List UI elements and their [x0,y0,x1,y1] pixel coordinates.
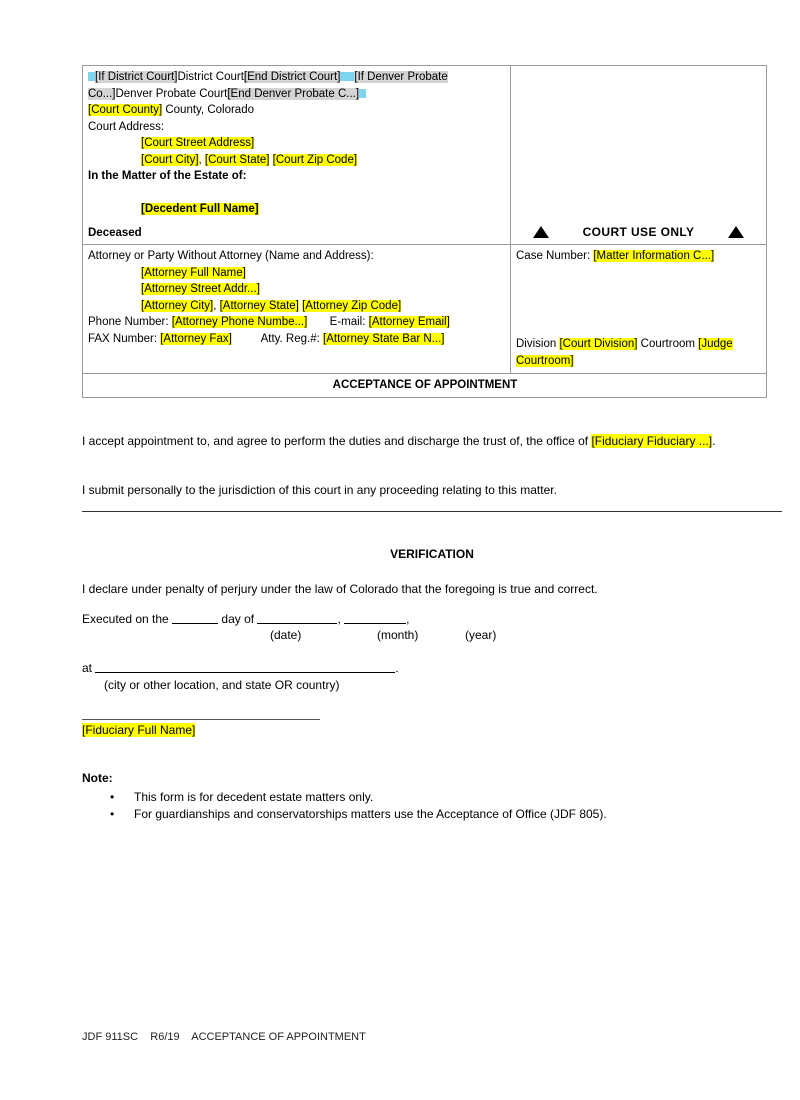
attorney-street-line [88,281,506,298]
attorney-fax-reg-line [88,331,506,348]
month-sublabel: (month) [377,628,419,642]
page-footer: JDF 911SC R6/19 ACCEPTANCE OF APPOINTMENT [82,1031,366,1043]
triangle-left-icon [533,226,549,238]
fiduciary-full-name-field[interactable]: [Fiduciary Full Name] [82,723,196,737]
executed-prefix-label: Executed on the [82,612,173,626]
note-item-text: For guardianships and conservatorships matters use the Acceptance of Office (JDF 805). [134,807,607,821]
caption-row-title [83,374,767,398]
caption-row-attorney [83,245,767,374]
note-list [82,789,782,823]
executed-on-line [82,611,409,628]
comma-3: , [337,612,345,626]
case-number-label: Case Number: [516,250,594,262]
estate-matter-label: In the Matter of the Estate of: [88,170,247,182]
decedent-name-line [141,201,506,218]
attorney-zip-field[interactable]: [Attorney Zip Code] [302,299,402,312]
location-sublabel: (city or other location, and state OR country) [104,678,340,692]
phone-label: Phone Number: [88,316,172,328]
county-suffix-label: County, Colorado [162,104,254,116]
bullet-icon: • [110,807,115,821]
conditional-marker-icon [88,72,95,81]
attorney-full-name-field[interactable]: [Attorney Full Name] [141,266,246,279]
year-sublabel: (year) [465,628,497,642]
attorney-phone-field[interactable]: [Attorney Phone Numbe...] [171,316,308,328]
case-number-field[interactable]: [Matter Information C...] [593,250,715,262]
cond-end-district-court: [End District Court] [243,71,341,83]
date-sublabel: (date) [270,628,302,642]
signature-line[interactable] [82,719,320,720]
atty-reg-label: Atty. Reg.#: [260,332,324,345]
acceptance-text-part2: . [712,434,716,448]
district-court-label: District Court [177,71,244,83]
month-blank-field[interactable] [257,623,337,624]
court-zip-field[interactable]: [Court Zip Code] [272,153,358,166]
cond-end-denver-probate: [End Denver Probate C...] [227,87,360,100]
attorney-state-field[interactable]: [Attorney State] [219,299,299,312]
attorney-citystatezip-line [88,298,506,315]
division-courtroom-line [516,336,762,369]
court-info-cell [83,66,511,245]
conditional-marker-icon-4 [359,89,366,98]
at-location-line [82,661,399,675]
court-address-label: Court Address: [88,120,165,133]
at-prefix-label: at [82,661,96,675]
caption-row-court [83,66,767,245]
year-blank-field[interactable] [344,623,406,624]
deceased-label: Deceased [88,226,142,239]
denver-probate-court-label: Denver Probate Court [115,87,228,100]
section-divider [82,511,782,512]
document-page [82,0,748,1100]
court-type-line [88,69,506,102]
court-citystatezip-line [88,152,506,169]
courtroom-field[interactable]: [Judge Courtroom] [516,338,733,367]
decedent-full-name-field[interactable]: [Decedent Full Name] [141,202,259,215]
attorney-phone-email-line [88,314,506,331]
acceptance-paragraph [82,432,790,451]
date-blank-field[interactable] [172,623,218,624]
comma-2: , [213,299,220,312]
cond-if-district-court: [If District Court] [95,71,178,83]
court-county-field[interactable]: [Court County] [88,104,163,116]
attorney-email-field[interactable]: [Attorney Email] [368,316,450,328]
case-number-line [516,248,762,265]
fiduciary-office-field[interactable]: [Fiduciary Fiduciary ...] [591,434,713,448]
note-item-text: This form is for decedent estate matters only. [134,790,374,804]
attorney-street-address-field[interactable]: [Attorney Street Addr...] [141,283,260,295]
fiduciary-name-line [82,723,195,737]
list-item [82,789,782,805]
day-of-label: day of [218,612,258,626]
fax-label: FAX Number: [88,332,161,345]
division-field[interactable]: [Court Division] [559,338,638,350]
attorney-city-field[interactable]: [Attorney City] [141,299,214,312]
acceptance-text-part1: I accept appointment to, and agree to perform the duties and discharge the trust of, the office of [82,434,592,448]
court-state-field[interactable]: [Court State] [204,153,270,166]
submission-paragraph: I submit personally to the jurisdiction of this court in any proceeding relating to this matter. [82,483,557,497]
court-street-address-field[interactable]: [Court Street Address] [141,137,255,149]
court-use-only-cell [511,66,767,245]
declaration-paragraph: I declare under penalty of perjury under the law of Colorado that the foregoing is true and correct. [82,582,598,596]
cond-if-denver-probate: [If Denver Probate Co...] [88,71,448,100]
case-caption-table [82,65,767,398]
bullet-icon: • [110,790,115,804]
case-number-cell [511,245,767,374]
comma-4: , [406,612,410,626]
attorney-heading: Attorney or Party Without Attorney (Name and Address): [88,250,374,262]
location-blank-field[interactable] [95,672,395,673]
verification-heading: VERIFICATION [390,547,474,561]
attorney-info-cell [83,245,511,374]
court-city-field[interactable]: [Court City] [141,153,199,166]
attorney-name-line [88,265,506,282]
court-street-line [88,135,506,152]
court-use-only-banner [511,224,766,241]
division-label: Division [516,338,560,350]
attorney-fax-field[interactable]: [Attorney Fax] [160,332,232,345]
email-label: E-mail: [329,316,369,328]
triangle-right-icon [728,226,744,238]
conditional-marker-icon-2 [340,72,347,81]
court-use-only-label: COURT USE ONLY [582,224,695,239]
form-title-bar: ACCEPTANCE OF APPOINTMENT [83,374,767,398]
list-item [82,806,782,822]
county-line [88,102,506,119]
attorney-reg-field[interactable]: [Attorney State Bar N...] [323,332,445,345]
at-suffix-label: . [395,661,399,675]
note-heading: Note: [82,771,113,785]
courtroom-label: Courtroom [637,338,699,350]
comma-1: , [198,153,205,166]
